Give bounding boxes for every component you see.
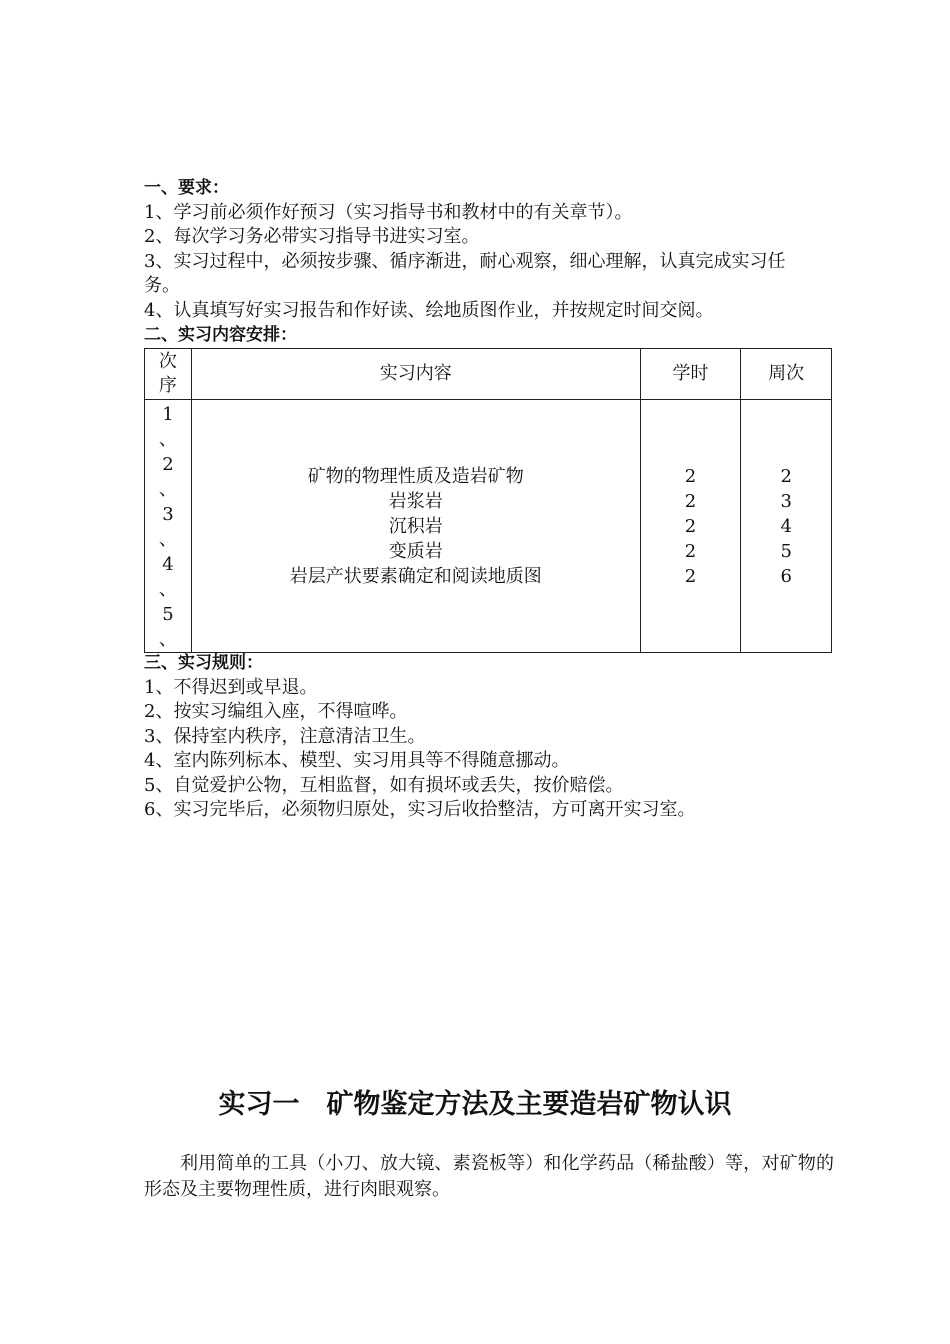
requirement-item: 1、学习前必须作好预习（实习指导书和教材中的有关章节）。 — [144, 201, 633, 223]
rule-item: 1、不得迟到或早退。 — [144, 676, 318, 698]
hours-value: 2 — [684, 490, 697, 512]
week-cell — [741, 400, 832, 653]
header-week: 周次 — [741, 349, 832, 400]
week-value: 4 — [780, 515, 792, 537]
hours-value: 2 — [684, 565, 697, 587]
requirement-item: 4、认真填写好实习报告和作好读、绘地质图作业，并按规定时间交阅。 — [144, 299, 714, 321]
header-hours: 学时 — [640, 349, 741, 400]
content-item: 变质岩 — [388, 540, 443, 562]
header-seq — [145, 349, 192, 400]
seq-char: 、 — [158, 429, 177, 450]
seq-char: 、 — [158, 629, 177, 650]
seq-char: 、 — [158, 529, 177, 550]
week-value: 3 — [780, 490, 792, 512]
rule-item: 6、实习完毕后，必须物归原处，实习后收拾整洁，方可离开实习室。 — [144, 799, 696, 820]
seq-char: 2 — [162, 454, 174, 475]
requirement-item: 3、实习过程中，必须按步骤、循序渐进，耐心观察，细心理解，认真完成实习任务。 — [144, 250, 786, 296]
seq-char: 、 — [158, 479, 177, 500]
requirements-heading: 一、要求： — [144, 178, 229, 198]
hours-value: 2 — [684, 540, 697, 562]
seq-char: 4 — [162, 554, 174, 575]
rule-item: 2、按实习编组入座，不得喧哗。 — [144, 701, 408, 722]
week-value: 6 — [780, 565, 792, 587]
section-title: 实习一 矿物鉴定方法及主要造岩矿物认识 — [218, 1089, 732, 1120]
header-seq-line: 序 — [158, 375, 177, 396]
rule-item: 5、自觉爱护公物，互相监督，如有损坏或丢失，按价赔偿。 — [144, 774, 624, 796]
seq-char: 5 — [162, 604, 174, 625]
week-value: 2 — [780, 465, 792, 487]
seq-char: 1 — [162, 404, 174, 425]
requirements-section — [144, 176, 824, 348]
week-value: 5 — [780, 540, 792, 562]
content-cell — [191, 400, 640, 653]
content-item: 岩浆岩 — [388, 490, 443, 512]
rule-item: 4、室内陈列标本、模型、实习用具等不得随意挪动。 — [144, 750, 570, 771]
content-item: 岩层产状要素确定和阅读地质图 — [289, 565, 542, 587]
rules-section — [144, 651, 824, 823]
rules-heading: 三、实习规则： — [144, 653, 263, 673]
schedule-table — [144, 348, 832, 653]
hours-value: 2 — [684, 515, 697, 537]
schedule-heading: 二、实习内容安排： — [144, 325, 297, 345]
requirement-item: 2、每次学习务必带实习指导书进实习室。 — [144, 226, 480, 247]
seq-char: 3 — [162, 504, 174, 525]
table-row — [145, 400, 832, 653]
header-seq-line: 次 — [158, 350, 177, 372]
intro-paragraph: 利用简单的工具（小刀、放大镜、素瓷板等）和化学药品（稀盐酸）等，对矿物的形态及主要物理性质，进行肉眼观察。 — [144, 1153, 834, 1200]
content-item: 矿物的物理性质及造岩矿物 — [307, 465, 524, 487]
header-content: 实习内容 — [191, 349, 640, 400]
hours-value: 2 — [684, 465, 697, 487]
table-header-row — [145, 349, 832, 400]
seq-cell — [145, 400, 192, 653]
rule-item: 3、保持室内秩序，注意清洁卫生。 — [144, 725, 426, 747]
content-item: 沉积岩 — [388, 515, 443, 537]
hours-cell — [640, 400, 741, 653]
seq-char: 、 — [158, 579, 177, 600]
